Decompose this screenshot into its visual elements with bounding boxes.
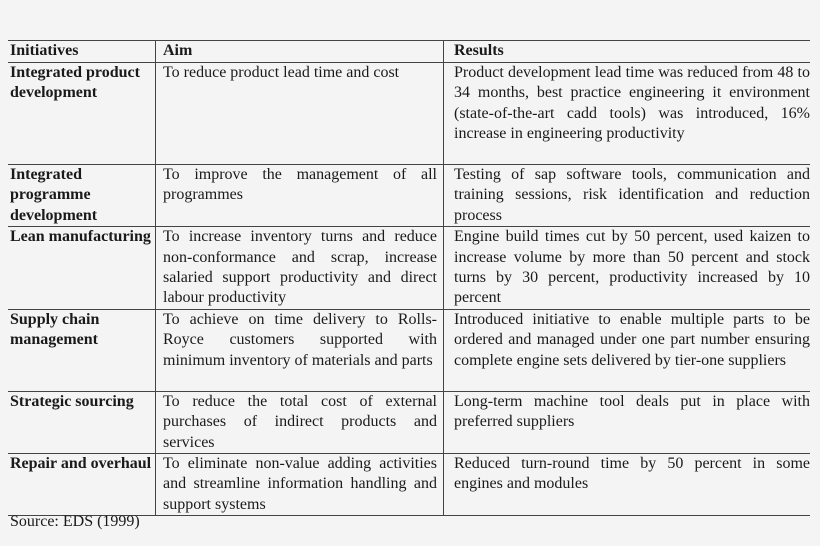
aim-cell: To eliminate non-value adding activities and streamline information handling and support systems	[156, 454, 444, 516]
table-row	[8, 309, 810, 391]
aim-cell: To reduce product lead time and cost	[156, 63, 444, 165]
table-row	[8, 227, 810, 310]
table-row	[8, 454, 810, 516]
table-row	[8, 391, 810, 453]
aim-cell: To achieve on time delivery to Rolls-Royce customers supported with minimum inventory of materials and parts	[156, 309, 444, 391]
source-note: Source: EDS (1999)	[10, 513, 140, 530]
initiative-cell: Supply chain management	[8, 309, 156, 391]
header-row	[8, 41, 810, 63]
aim-cell: To improve the management of all programmes	[156, 165, 444, 227]
results-cell: Reduced turn-round time by 50 percent in some engines and modules	[444, 454, 811, 516]
header-results: Results	[444, 41, 811, 63]
initiative-cell: Integrated programme development	[8, 165, 156, 227]
table-row	[8, 165, 810, 227]
initiative-cell: Integrated product development	[8, 63, 156, 165]
table-row	[8, 63, 810, 165]
results-cell: Testing of sap software tools, communication and training sessions, risk identification and reduction process	[444, 165, 811, 227]
aim-cell: To increase inventory turns and reduce non-conformance and scrap, increase salaried support productivity and direct labour productivity	[156, 227, 444, 310]
results-cell: Long-term machine tool deals put in place with preferred suppliers	[444, 391, 811, 453]
results-cell: Engine build times cut by 50 percent, used kaizen to increase volume by more than 50 percent and stock turns by 30 percent, productivity increased by 10 percent	[444, 227, 811, 310]
results-cell: Introduced initiative to enable multiple parts to be ordered and managed under one part number ensuring complete engine sets delivered by tier-one suppliers	[444, 309, 811, 391]
aim-cell: To reduce the total cost of external purchases of indirect products and services	[156, 391, 444, 453]
results-cell: Product development lead time was reduced from 48 to 34 months, best practice engineering it environment (state-of-the-art cadd tools) was introduced, 16% increase in engineering productivity	[444, 63, 811, 165]
initiative-cell: Repair and overhaul	[8, 454, 156, 516]
initiatives-table	[8, 40, 810, 516]
header-aim: Aim	[156, 41, 444, 63]
initiative-cell: Strategic sourcing	[8, 391, 156, 453]
initiative-cell: Lean manufacturing	[8, 227, 156, 310]
header-initiatives: Initiatives	[8, 41, 156, 63]
